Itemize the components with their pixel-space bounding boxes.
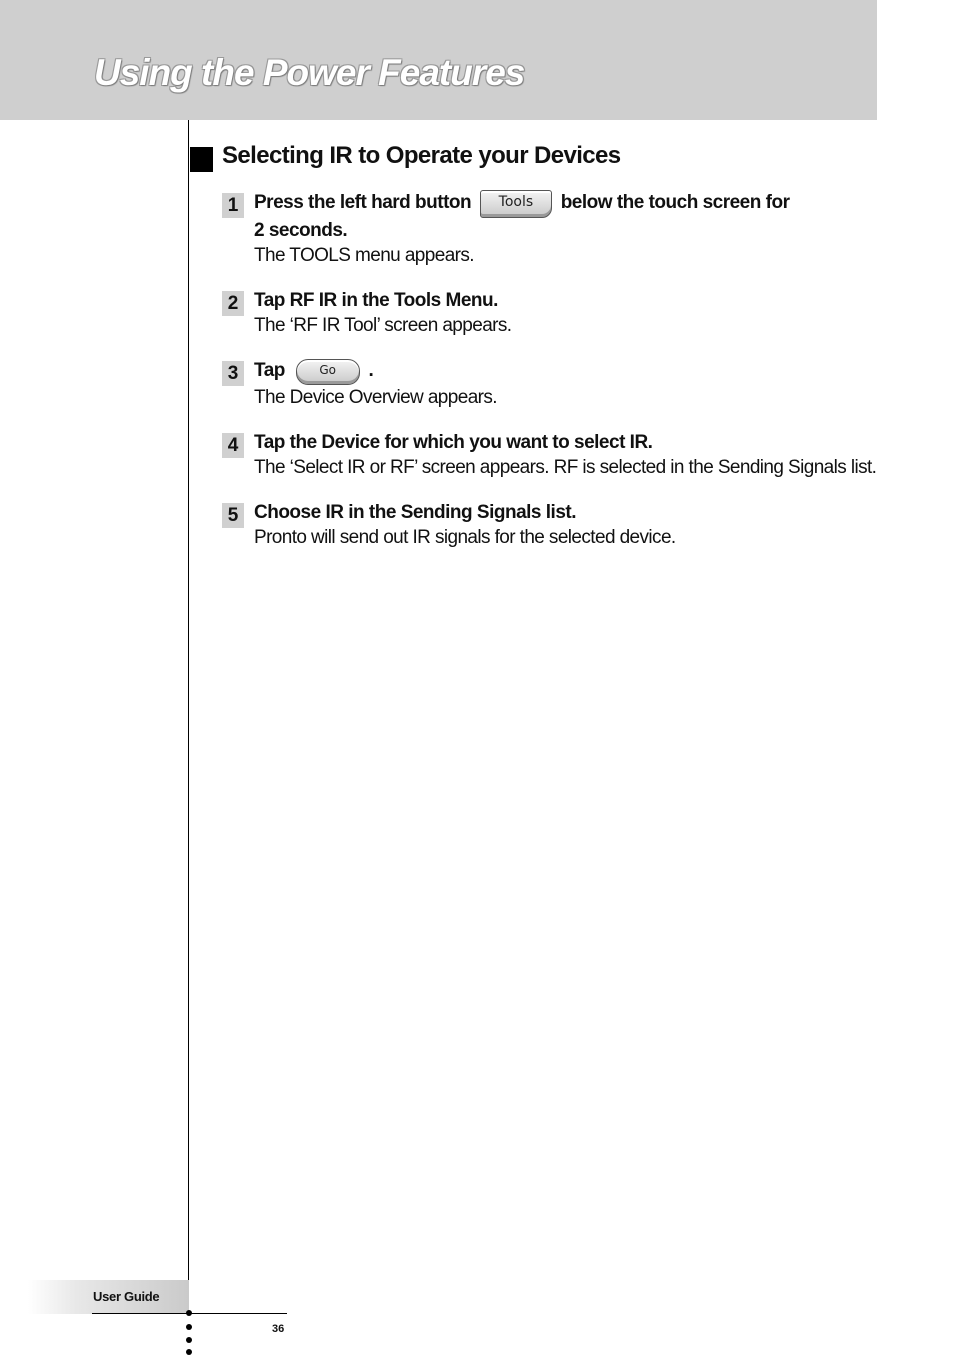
- step-result: The Device Overview appears.: [254, 387, 497, 408]
- step-number: 3: [222, 361, 244, 386]
- step-instruction-continued: 2 seconds.: [254, 220, 348, 241]
- step-number: 1: [222, 193, 244, 218]
- step-instruction: [254, 358, 882, 385]
- left-margin-rule: [188, 120, 189, 1315]
- step-instruction: [254, 288, 882, 313]
- footer-dot-icon: [186, 1324, 192, 1330]
- step-3: [222, 358, 882, 410]
- section-marker-icon: [190, 147, 213, 172]
- step-number: 4: [222, 433, 244, 458]
- step-result: The ‘RF IR Tool’ screen appears.: [254, 315, 512, 336]
- step-instruction: [254, 190, 882, 218]
- step-number: 2: [222, 291, 244, 316]
- footer-label: User Guide: [93, 1289, 160, 1304]
- instruction-text: .: [368, 360, 374, 381]
- instruction-emphasis: RF IR: [289, 290, 337, 311]
- instruction-text: in the Tools Menu.: [341, 290, 498, 311]
- go-button-icon: Go: [296, 359, 360, 385]
- step-5: [222, 500, 882, 550]
- footer-dot-icon: [186, 1337, 192, 1343]
- steps-list: [222, 190, 882, 570]
- instruction-text: Choose: [254, 502, 321, 523]
- instruction-text: Tap: [254, 290, 285, 311]
- footer-dot-icon: [186, 1310, 192, 1316]
- step-2: [222, 288, 882, 338]
- instruction-text: Tap: [254, 360, 285, 381]
- section-title: Selecting IR to Operate your Devices: [222, 142, 621, 169]
- instruction-emphasis: IR: [325, 502, 344, 523]
- instruction-text: in the Sending Signals list.: [348, 502, 576, 523]
- step-1: [222, 190, 882, 268]
- page-title: Using the Power Features: [94, 52, 525, 93]
- step-result: The ‘Select IR or RF’ screen appears. RF is selected in the Sending Signals list.: [254, 457, 877, 478]
- step-result: The TOOLS menu appears.: [254, 245, 474, 266]
- step-number: 5: [222, 503, 244, 528]
- step-4: [222, 430, 882, 480]
- step-instruction: Tap the Device for which you want to select IR.: [254, 432, 653, 453]
- step-instruction: [254, 500, 882, 525]
- footer-dot-icon: [186, 1349, 192, 1355]
- instruction-text: below the touch screen for: [560, 192, 790, 213]
- tools-button-icon: Tools: [480, 190, 552, 218]
- step-result: Pronto will send out IR signals for the selected device.: [254, 527, 676, 548]
- instruction-text: Press the left hard button: [254, 192, 472, 213]
- page-number: 36: [272, 1323, 285, 1335]
